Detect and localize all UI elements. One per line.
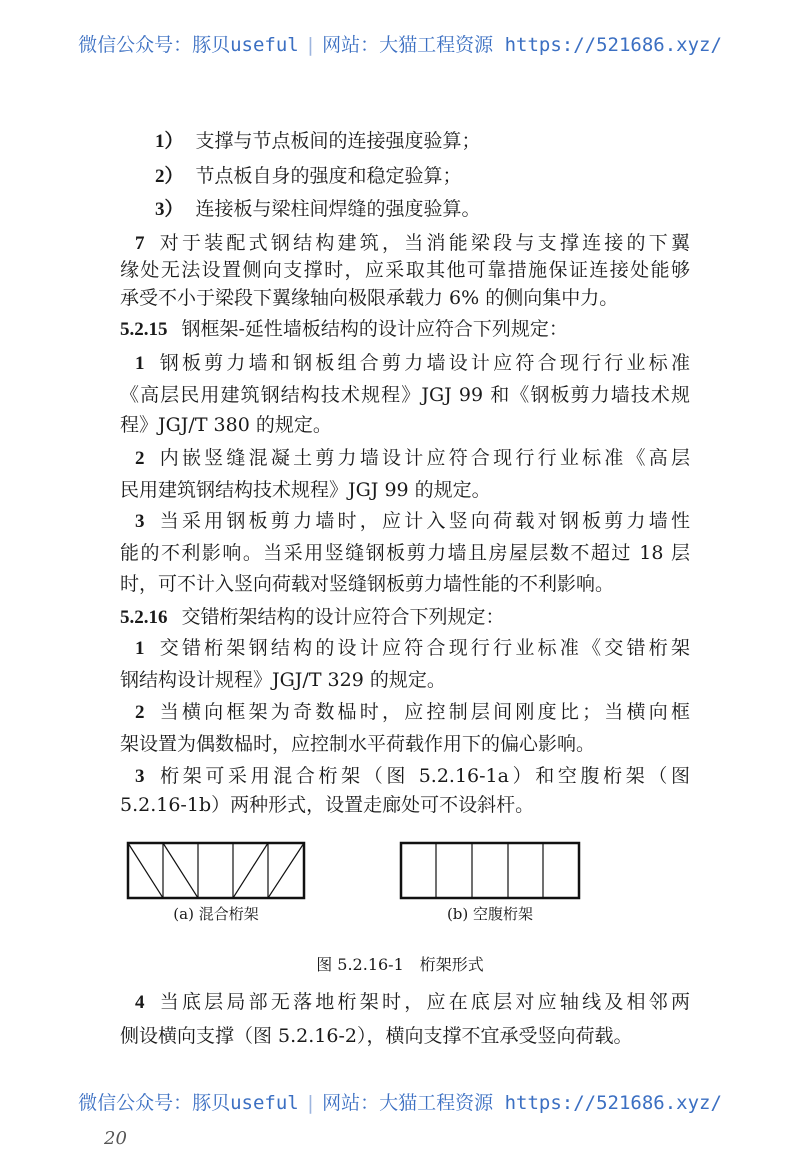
line-text: 《高层民用建筑钢结构技术规程》JGJ 99 和《钢板剪力墙技术规 <box>120 384 690 406</box>
section-number: 5.2.16 <box>120 607 168 628</box>
line-text: 钢框架-延性墙板结构的设计应符合下列规定： <box>181 318 568 340</box>
watermark-separator: | <box>304 34 317 56</box>
line-text: 承受不小于梁段下翼缘轴向极限承载力 6% 的侧向集中力。 <box>120 287 619 309</box>
page-number: 20 <box>104 1128 127 1149</box>
watermark-site: 网站：大猫工程资源 https://521686.xyz/ <box>322 1092 722 1114</box>
item-number: 3 <box>135 511 145 532</box>
caption-vierendeel-truss: (b) 空腹桁架 <box>446 905 534 923</box>
item-number: 3） <box>155 199 184 220</box>
line-text: 架设置为偶数榀时，应控制水平荷载作用下的偏心影响。 <box>120 733 596 755</box>
line-text: 钢结构设计规程》JGJ/T 329 的规定。 <box>120 669 446 691</box>
item-number: 7 <box>135 233 145 254</box>
figure-title: 图 5.2.16-1 桁架形式 <box>316 955 484 974</box>
section-number: 5.2.15 <box>120 319 168 340</box>
line-text: 内嵌竖缝混凝土剪力墙设计应符合现行行业标准《高层 <box>156 447 690 469</box>
line-text: 当横向框架为奇数榀时，应控制层间刚度比；当横向框 <box>156 701 690 723</box>
line-text: 当采用钢板剪力墙时，应计入竖向荷载对钢板剪力墙性 <box>156 510 690 532</box>
watermark-account: 微信公众号：豚贝useful <box>78 1092 299 1114</box>
line-text: 程》JGJ/T 380 的规定。 <box>120 414 332 436</box>
item-number: 1） <box>155 131 184 152</box>
line-text: 对于装配式钢结构建筑，当消能梁段与支撑连接的下翼 <box>156 232 690 254</box>
line-text: 支撑与节点板间的连接强度验算； <box>195 130 481 152</box>
line-text: 侧设横向支撑（图 5.2.16-2），横向支撑不宜承受竖向荷载。 <box>120 1025 633 1047</box>
line-text: 民用建筑钢结构技术规程》JGJ 99 的规定。 <box>120 479 491 501</box>
item-number: 2 <box>135 448 145 469</box>
item-number: 2 <box>135 702 145 723</box>
line-text: 节点板自身的强度和稳定验算； <box>195 165 462 187</box>
item-number: 4 <box>135 992 145 1013</box>
item-number: 1 <box>135 353 145 374</box>
item-number: 3 <box>135 766 145 787</box>
line-text: 时，可不计入竖向荷载对竖缝钢板剪力墙性能的不利影响。 <box>120 573 615 595</box>
line-text: 交错桁架钢结构的设计应符合现行行业标准《交错桁架 <box>156 637 690 659</box>
watermark-account: 微信公众号：豚贝useful <box>78 34 299 56</box>
watermark-separator: | <box>304 1092 317 1114</box>
vierendeel-truss-diagram <box>401 843 579 898</box>
mixed-truss-diagram <box>128 843 304 898</box>
watermark-footer <box>0 1088 800 1115</box>
watermark-site: 网站：大猫工程资源 https://521686.xyz/ <box>322 34 722 56</box>
line-text: 缘处无法设置侧向支撑时，应采取其他可靠措施保证连接处能够 <box>120 259 690 281</box>
line-text: 5.2.16-1b）两种形式，设置走廊处可不设斜杆。 <box>120 794 535 816</box>
caption-mixed-truss: (a) 混合桁架 <box>173 905 259 923</box>
line-text: 桁架可采用混合桁架（图 5.2.16-1a）和空腹桁架（图 <box>156 765 690 787</box>
line-text: 当底层局部无落地桁架时，应在底层对应轴线及相邻两 <box>156 991 690 1013</box>
item-number: 2） <box>155 166 184 187</box>
line-text: 钢板剪力墙和钢板组合剪力墙设计应符合现行行业标准 <box>156 352 690 374</box>
line-text: 交错桁架结构的设计应符合下列规定： <box>181 606 505 628</box>
line-text: 能的不利影响。当采用竖缝钢板剪力墙且房屋层数不超过 18 层 <box>120 542 690 564</box>
line-text: 连接板与梁柱间焊缝的强度验算。 <box>195 198 481 220</box>
item-number: 1 <box>135 638 145 659</box>
